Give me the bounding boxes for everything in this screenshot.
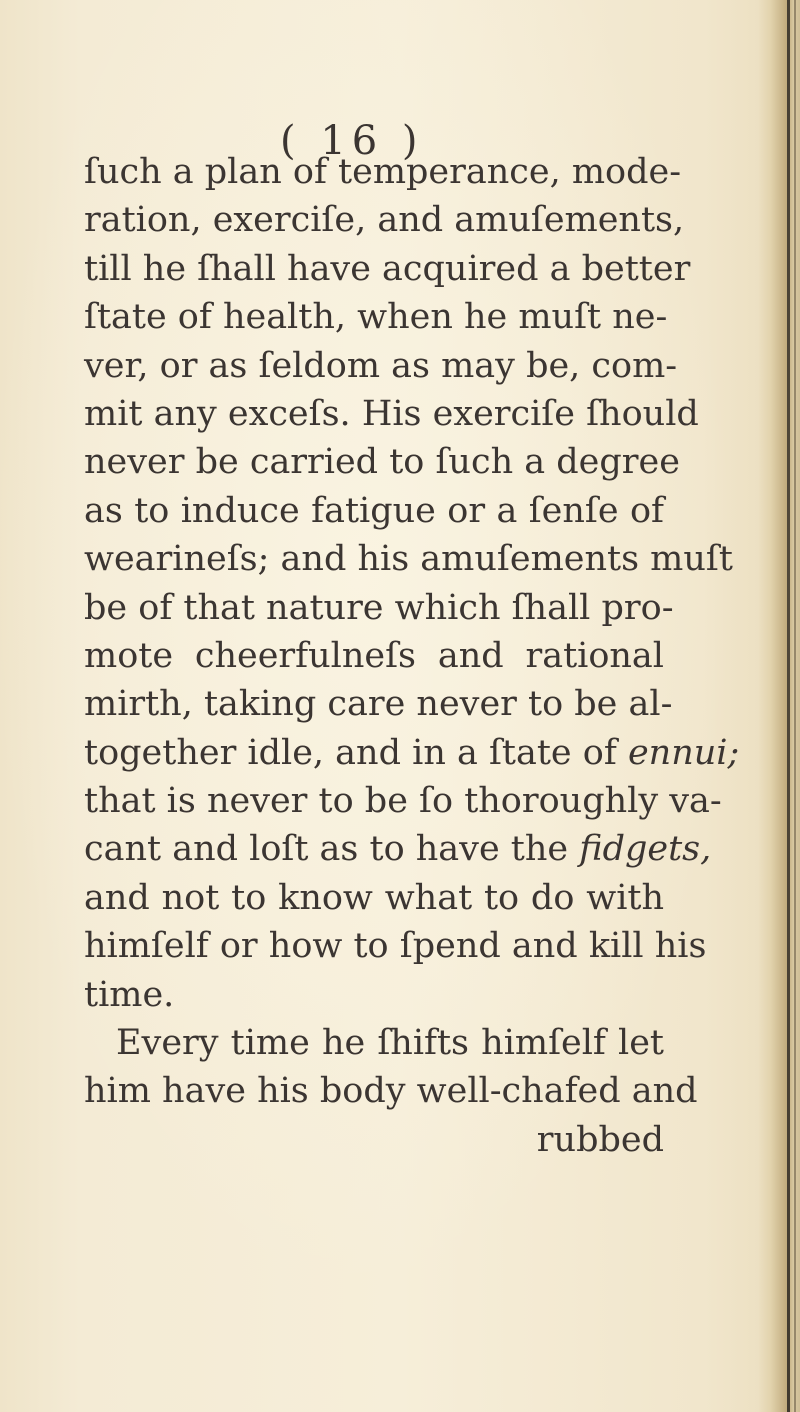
- text-line: and not to know what to do with: [84, 877, 664, 918]
- text-line-with-italic: [84, 729, 740, 777]
- binding-edge-line: [794, 0, 796, 1412]
- text-line: ver, or as ſeldom as may be, com-: [84, 345, 678, 386]
- text-line: mirth, taking care never to be al-: [84, 684, 673, 725]
- text-line: himſelf or how to ſpend and kill his: [84, 926, 707, 967]
- page-number-header: ( 16 ): [280, 118, 424, 164]
- text-line: that is never to be ſo thoroughly va-: [84, 781, 722, 822]
- text-line-with-italic: [84, 825, 712, 873]
- italic-word-fidgets: fidgets,: [579, 829, 712, 870]
- text-line: him have his body well-chafed and: [84, 1071, 698, 1112]
- body-text: [84, 148, 740, 1164]
- text-line: Every time he ſhifts himſelf let: [116, 1023, 664, 1064]
- binding-shadow-line: [787, 0, 790, 1412]
- italic-word-ennui: ennui;: [627, 732, 740, 773]
- catchword: rubbed: [536, 1119, 664, 1160]
- text-line: as to induce fatigue or a ſenſe of: [84, 490, 664, 531]
- text-line-part: cant and loſt as to have the: [84, 829, 569, 870]
- text-line: ſuch a plan of temperance, mode-: [84, 152, 682, 192]
- text-line: mote cheerfulneſs and rational: [84, 635, 664, 676]
- text-line: ration, exerciſe, and amuſements,: [84, 200, 685, 241]
- text-line-part: together idle, and in a ſtate of: [84, 732, 617, 773]
- text-line: time.: [84, 974, 175, 1015]
- text-line: wearineſs; and his amuſements muſt: [84, 539, 733, 580]
- text-line: till he ſhall have acquired a better: [84, 248, 691, 289]
- text-line: never be carried to ſuch a degree: [84, 442, 680, 483]
- text-line: be of that nature which ſhall pro-: [84, 587, 674, 628]
- text-line: ſtate of health, when he muſt ne-: [84, 297, 668, 338]
- text-line: mit any exceſs. His exerciſe ſhould: [84, 393, 699, 434]
